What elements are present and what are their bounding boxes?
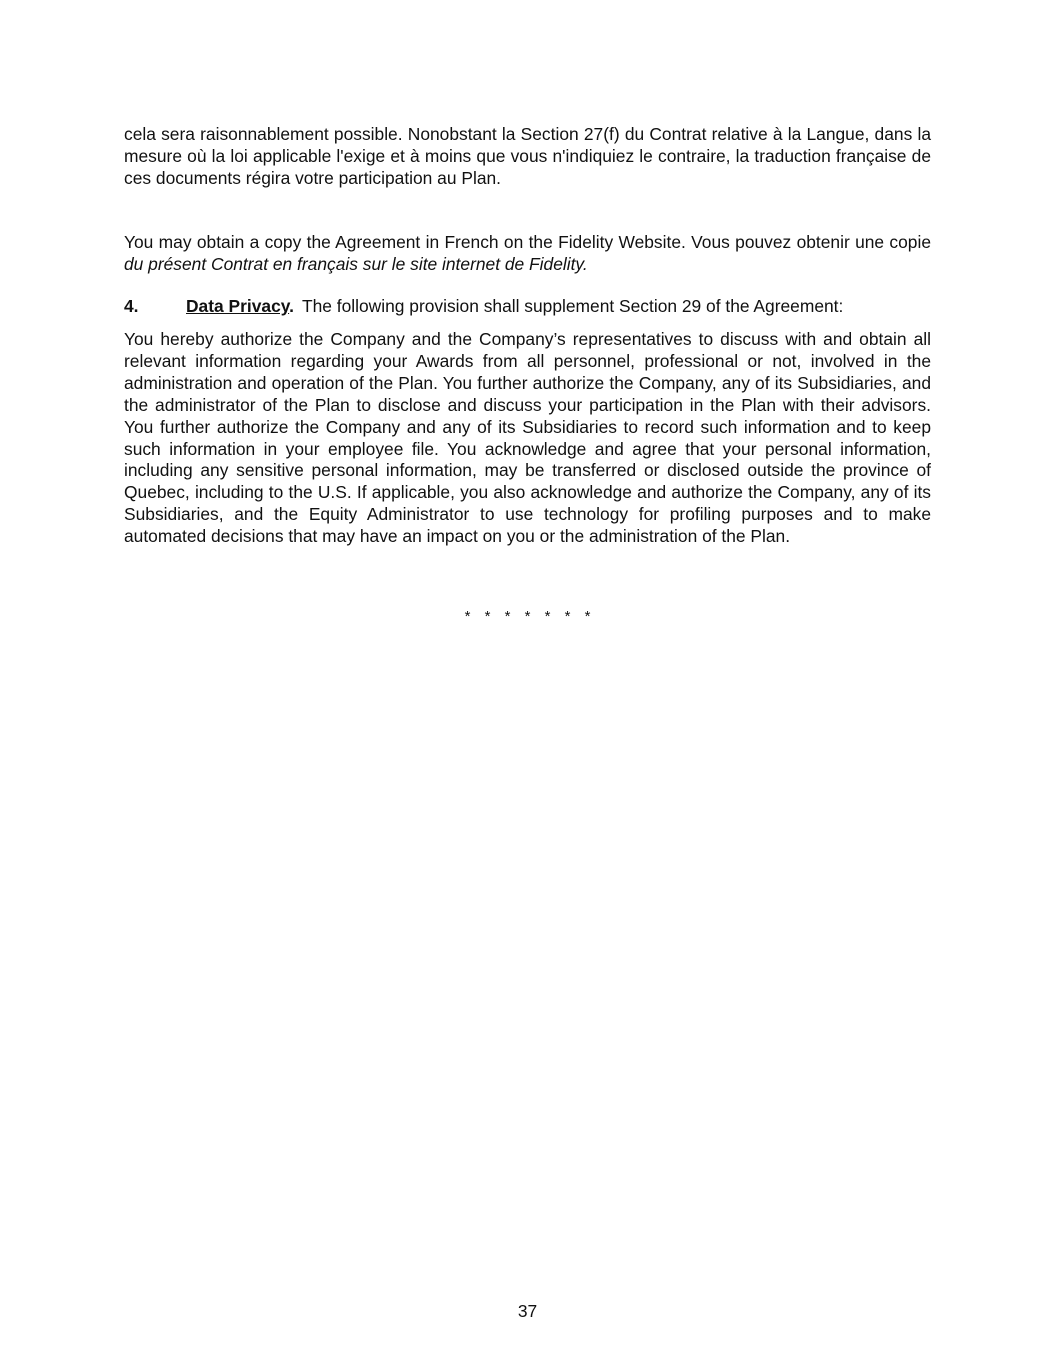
french-copy-italic-text: du présent Contrat en français sur le site internet de Fidelity. (124, 253, 588, 274)
section-title: Data Privacy (186, 296, 290, 316)
separator-asterisks: * * * * * * * (464, 608, 591, 625)
paragraph-data-privacy: You hereby authorize the Company and the Company’s representatives to discuss with and obtain all relevant information regarding your Awards from all personnel, professional or not, involved in the administration and operation of the Plan. You further authorize the Company, any of its Subsidiaries, and the administrator of the Plan to disclose and discuss your participation in the Plan with their advisors. You further authorize the Company and any of its Subsidiaries to record such information and to keep such information in your employee file. You acknowledge and agree that your personal information, including any sensitive personal information, may be transferred or disclosed outside the province of Quebec, including to the U.S. If applicable, you also acknowledge and authorize the Company, any of its Subsidiaries, and the Equity Administrator to use technology for profiling purposes and to make automated decisions that may have an impact on you or the administration of the Plan. (124, 329, 931, 547)
section-intro: The following provision shall supplement Section 29 of the Agreement: (301, 296, 844, 316)
paragraph-french-continuation: cela sera raisonnablement possible. Nonobstant la Section 27(f) du Contrat relative à la Langue, dans la mesure où la loi applicable l'exige et à moins que vous n'indiquiez le contraire, la traduction française de ces documents régira votre participation au Plan. (124, 124, 931, 188)
section-heading (124, 296, 931, 318)
section-number: 4. (124, 296, 139, 316)
french-copy-plain-text: You may obtain a copy the Agreement in French on the Fidelity Website. Vous pouvez obtenir une copie (124, 232, 931, 252)
page-number: 37 (517, 1301, 538, 1321)
section-title-period: . (289, 296, 294, 316)
paragraph-french-copy (124, 232, 931, 276)
